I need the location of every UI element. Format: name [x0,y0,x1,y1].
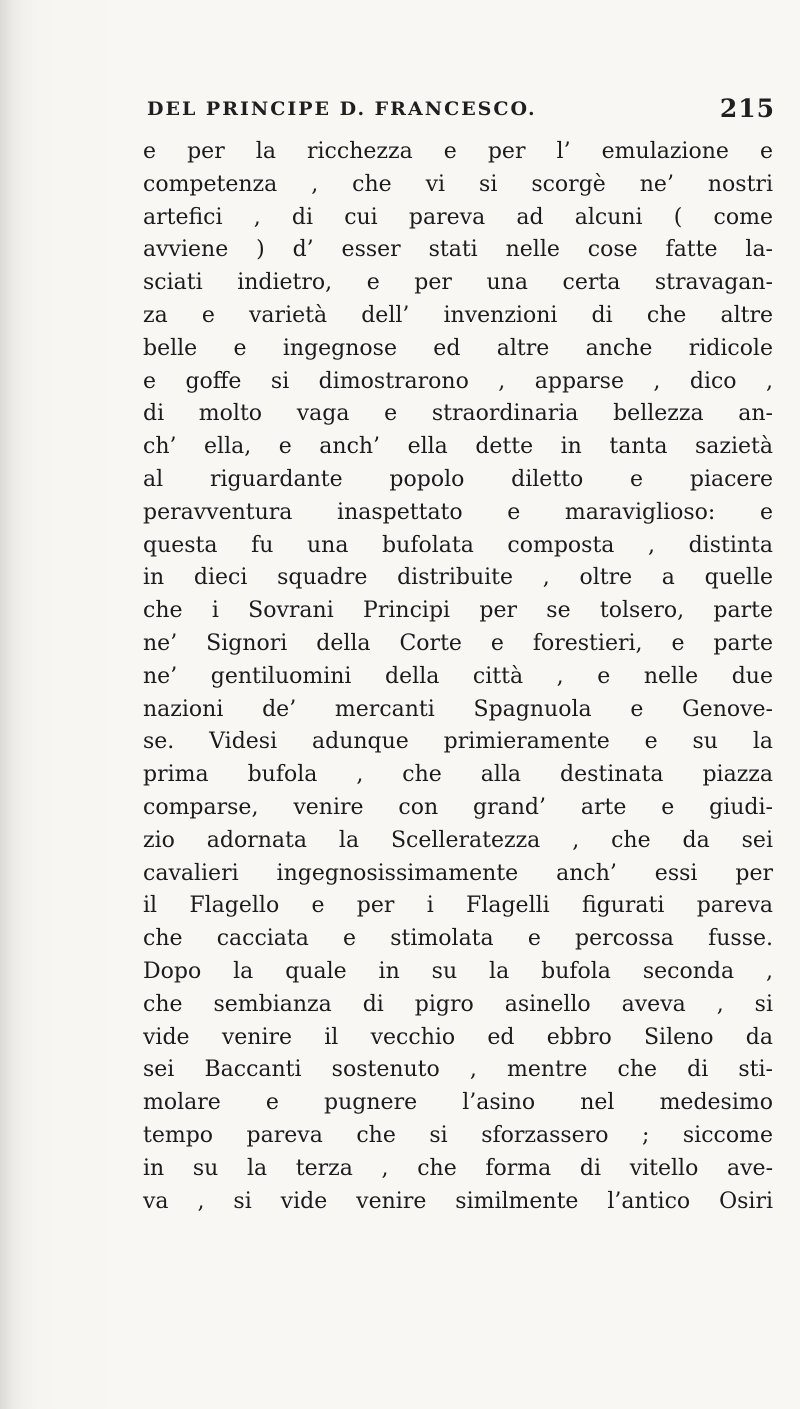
text-line: al riguardante popolo diletto e piacere [143,466,773,492]
text-line: comparse, venire con grand’ arte e giudi- [143,794,773,820]
text-line: avviene ) d’ esser stati nelle cose fatte la- [143,237,773,263]
text-line: nazioni de’ mercanti Spagnuola e Genove- [143,696,773,722]
text-line: competenza , che vi si scorgè ne’ nostri [143,171,773,197]
text-line: peravventura inaspettato e maraviglioso: e [143,499,773,525]
text-line: tempo pareva che si sforzassero ; siccome [143,1122,773,1148]
text-line: in su la terza , che forma di vitello ave- [143,1155,773,1181]
running-head: DEL PRINCIPE D. FRANCESCO. [147,98,537,120]
text-line: in dieci squadre distribuite , oltre a quelle [143,565,773,591]
text-line: belle e ingegnose ed altre anche ridicole [143,335,773,361]
text-line: vide venire il vecchio ed ebbro Sileno da [143,1024,773,1050]
binding-shadow [0,0,22,1409]
text-line: ne’ gentiluomini della città , e nelle due [143,663,773,689]
body-text [143,136,773,1218]
text-line: che sembianza di pigro asinello aveva , si [143,991,773,1017]
text-line: ne’ Signori della Corte e forestieri, e parte [143,630,773,656]
text-line: va , si vide venire similmente l’antico Osiri [143,1188,773,1214]
text-line: che i Sovrani Principi per se tolsero, parte [143,598,773,624]
text-line: se. Videsi adunque primieramente e su la [143,729,773,755]
text-line: Dopo la quale in su la bufola seconda , [143,958,773,984]
text-line: il Flagello e per i Flagelli figurati pareva [143,893,773,919]
text-line: e per la ricchezza e per l’ emulazione e [143,139,773,164]
text-line: che cacciata e stimolata e percossa fusse. [143,926,773,952]
text-line: e goffe si dimostrarono , apparse , dico , [143,368,773,394]
text-line: ch’ ella, e anch’ ella dette in tanta sazietà [143,434,773,460]
text-line: artefici , di cui pareva ad alcuni ( come [143,204,773,230]
text-line: di molto vaga e straordinaria bellezza an- [143,401,773,427]
text-line: questa fu una bufolata composta , distinta [143,532,773,558]
text-line: cavalieri ingegnosissimamente anch’ essi per [143,860,773,886]
text-line: za e varietà dell’ invenzioni di che altre [143,302,773,328]
text-line: sciati indietro, e per una certa stravagan- [143,270,773,296]
text-line: prima bufola , che alla destinata piazza [143,762,773,788]
page-header [147,94,783,130]
text-line: zio adornata la Scelleratezza , che da sei [143,827,773,853]
page-number: 215 [719,94,775,123]
text-line: sei Baccanti sostenuto , mentre che di sti- [143,1057,773,1083]
text-line: molare e pugnere l’asino nel medesimo [143,1090,773,1116]
